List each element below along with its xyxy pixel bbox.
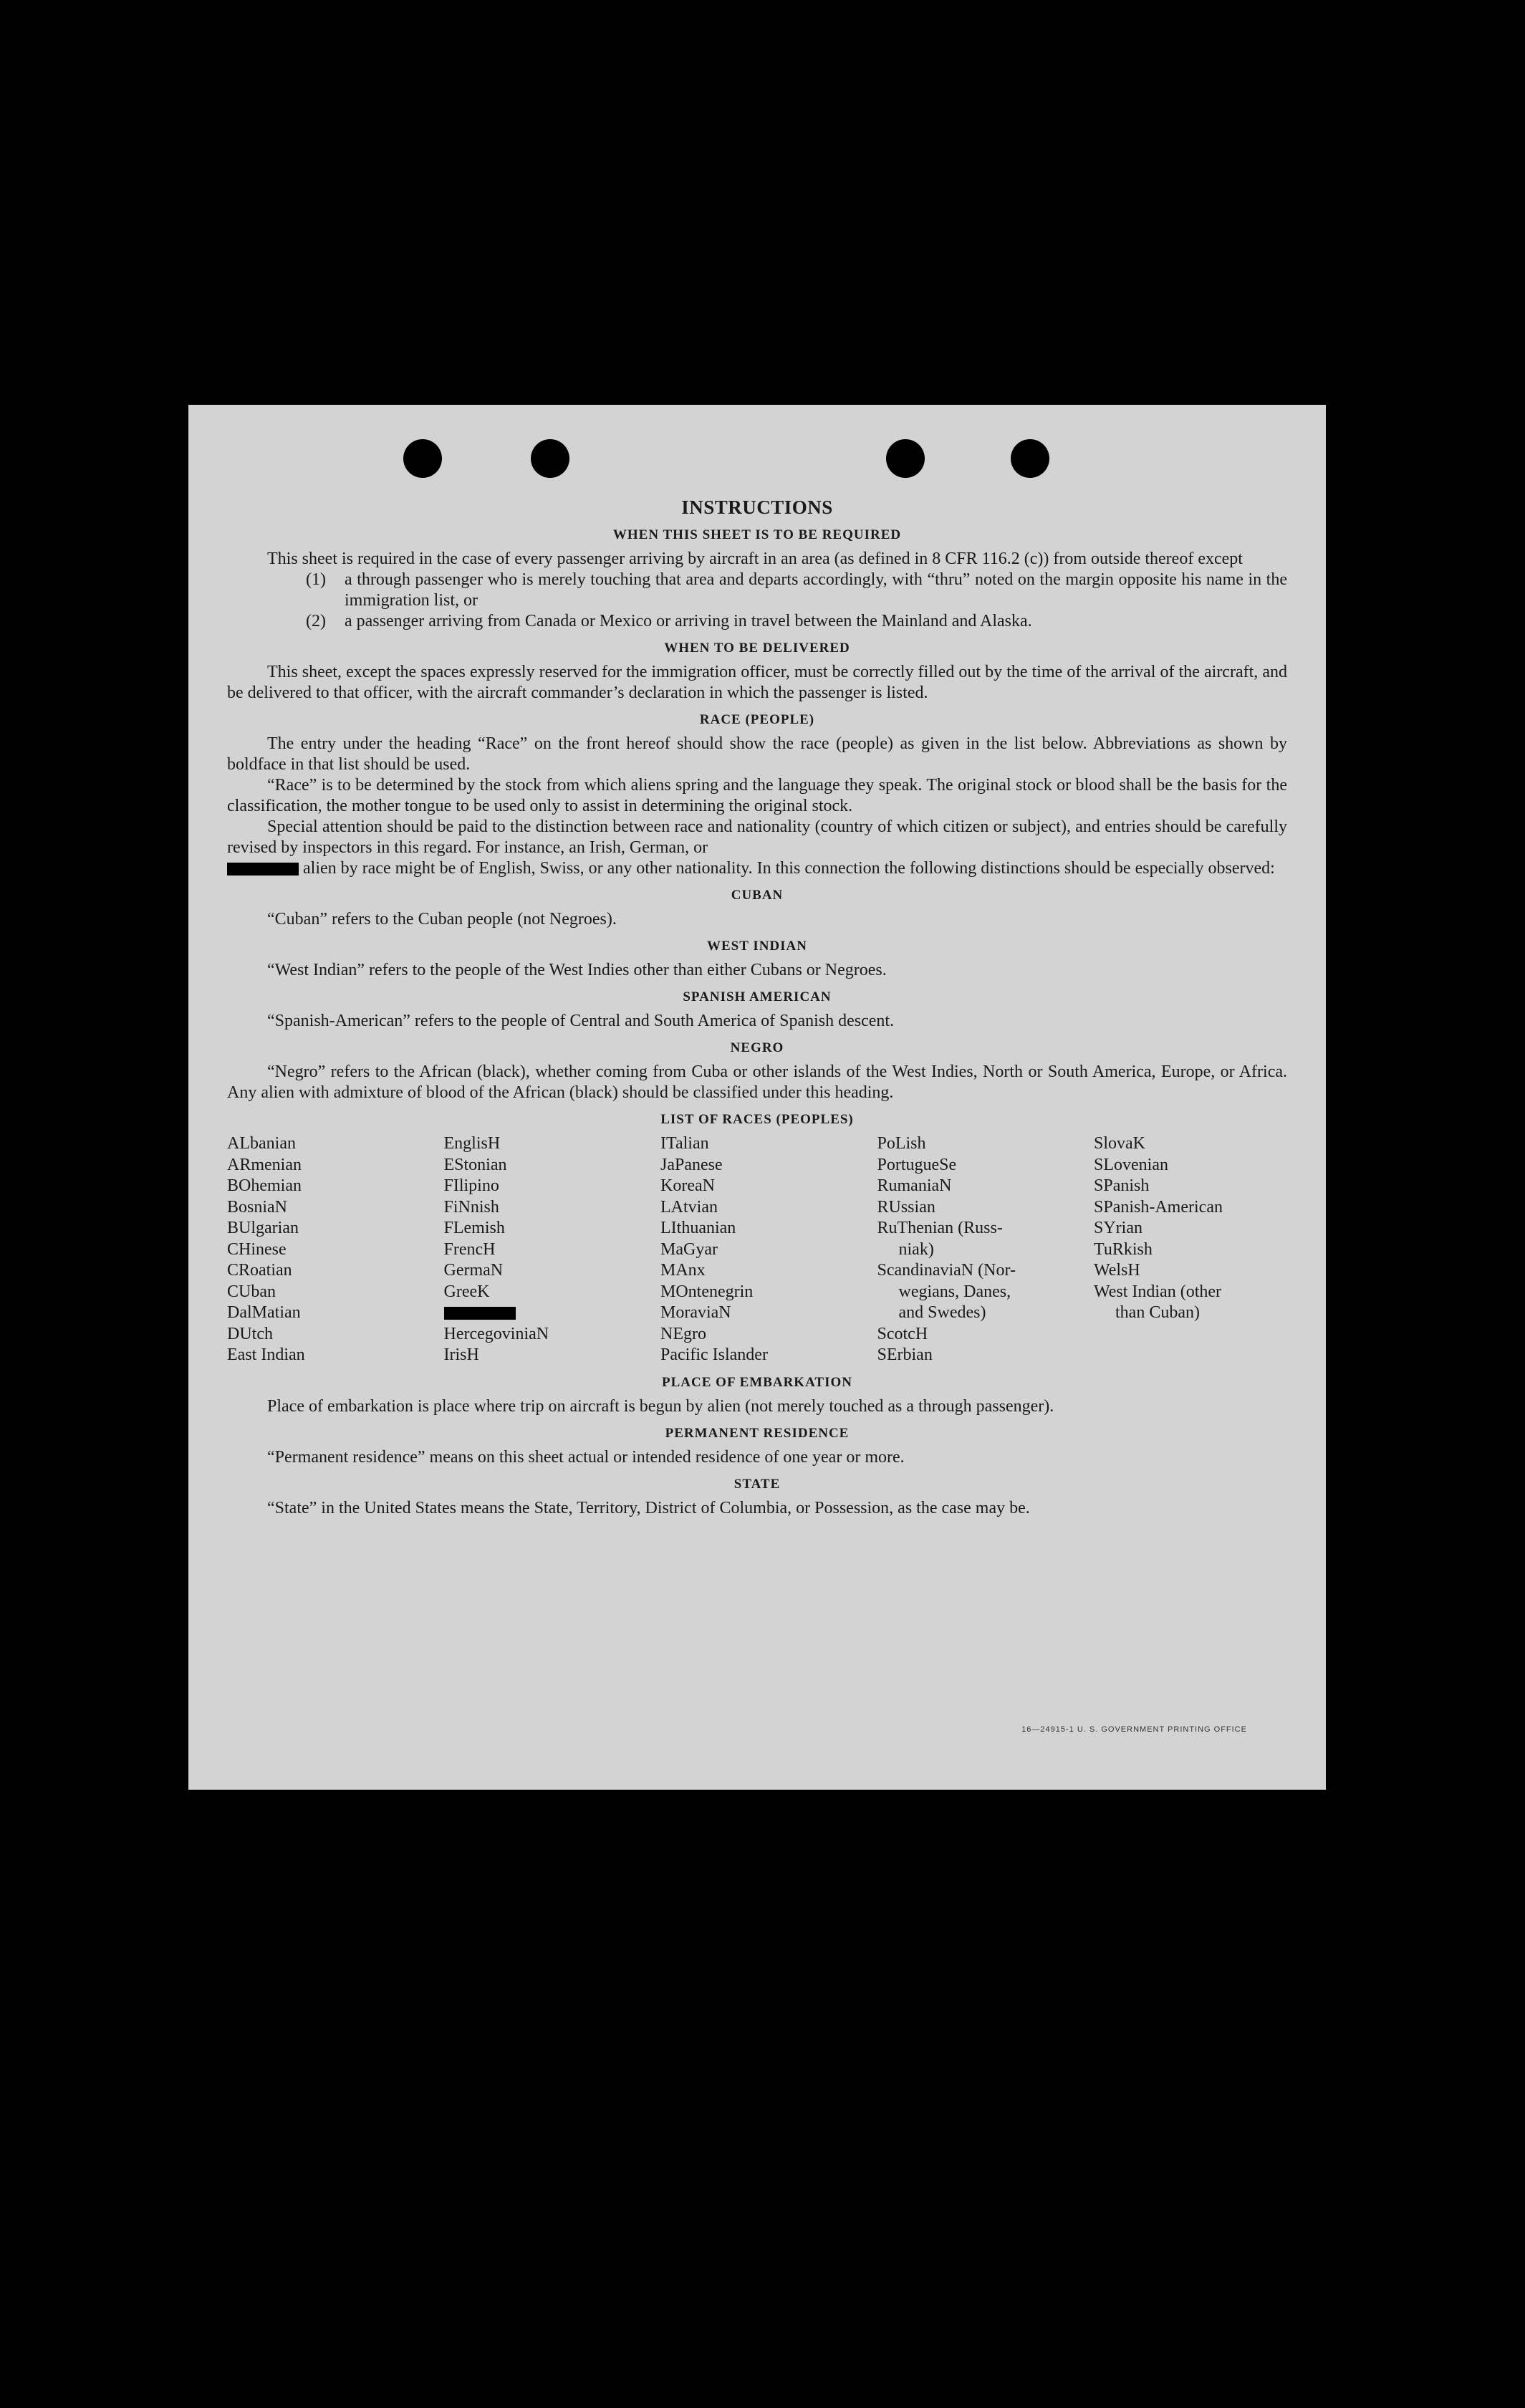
races-column (877, 1133, 1071, 1366)
race-entry: West Indian (other (1094, 1282, 1222, 1301)
races-column (444, 1133, 638, 1366)
race-entry: FrencH (443, 1239, 496, 1259)
residence-text: “Permanent residence” means on this sheet actual or intended residence of one year or more. (267, 1447, 905, 1467)
heading-west-indian: WEST INDIAN (707, 939, 807, 954)
race-entry: SPanish (1094, 1176, 1150, 1195)
race-entry: BosniaN (227, 1197, 287, 1217)
heading-spanish-american: SPANISH AMERICAN (683, 989, 832, 1004)
race-entry: niak) (898, 1239, 934, 1259)
race-entry: ScotcH (877, 1324, 928, 1343)
race-entry: East Indian (227, 1345, 305, 1364)
race-entry: SlovaK (1094, 1134, 1145, 1153)
race-entry: and Swedes) (898, 1303, 986, 1322)
race-entry: NEgro (660, 1324, 706, 1343)
race-entry: CRoatian (227, 1261, 292, 1280)
printing-office-code: 16—24915-1 U. S. GOVERNMENT PRINTING OFFICE (1021, 1725, 1247, 1734)
race-entry-redacted (444, 1303, 638, 1324)
race-entry: FiNnish (443, 1197, 499, 1217)
west-indian-text: “West Indian” refers to the people of the West Indies other than either Cubans or Negroes. (267, 961, 887, 979)
race-entry: PortugueSe (877, 1155, 957, 1174)
state-text: “State” in the United States means the State, Territory, District of Columbia, or Possession, as the case may be. (267, 1498, 1030, 1517)
race-entry: KoreaN (660, 1176, 715, 1195)
race-paragraph-3a: Special attention should be paid to the distinction between race and nationality (country of which citizen or subject), and entries should be carefully revised by inspectors in this regard. For instance, an Irish, German, or (227, 817, 1287, 857)
redaction-mark (444, 1307, 516, 1320)
race-paragraph-3b-text: alien by race might be of English, Swiss, or any other nationality. In this connection the following distinctions should be especially observed: (303, 859, 1275, 878)
race-entry: FIlipino (443, 1176, 499, 1195)
race-paragraph-3b (227, 858, 1287, 879)
item-number: (1) (306, 570, 326, 589)
race-entry: DUtch (227, 1324, 273, 1343)
punch-hole (886, 439, 925, 478)
race-entry: TuRkish (1094, 1239, 1153, 1259)
race-entry: MaGyar (660, 1239, 718, 1259)
race-entry: EnglisH (443, 1134, 501, 1153)
heading-races-list: LIST OF RACES (PEOPLES) (660, 1112, 854, 1127)
races-column (660, 1133, 854, 1366)
race-entry: ITalian (660, 1134, 709, 1153)
race-entry: MoraviaN (660, 1303, 731, 1322)
heading-embarkation: PLACE OF EMBARKATION (662, 1374, 852, 1390)
heading-required: WHEN THIS SHEET IS TO BE REQUIRED (612, 527, 902, 542)
heading-race: RACE (PEOPLE) (699, 712, 815, 727)
heading-cuban: CUBAN (731, 888, 784, 903)
cuban-text: “Cuban” refers to the Cuban people (not Negroes). (267, 910, 617, 929)
item-text: a through passenger who is merely touching that area and departs accordingly, with “thru” noted on the margin opposite his name in the immigration list, or (345, 570, 1287, 610)
race-entry: SYrian (1094, 1219, 1142, 1237)
heading-residence: PERMANENT RESIDENCE (665, 1425, 850, 1441)
heading-delivered: WHEN TO BE DELIVERED (664, 641, 850, 656)
races-column (1094, 1133, 1287, 1366)
races-column (227, 1133, 420, 1366)
race-entry: MOntenegrin (660, 1282, 754, 1301)
race-entry: MAnx (660, 1261, 706, 1280)
race-entry: than Cuban) (1115, 1303, 1200, 1322)
page-title: INSTRUCTIONS (681, 497, 833, 518)
heading-negro: NEGRO (730, 1040, 784, 1055)
punch-hole (1011, 439, 1049, 478)
race-entry: HercegoviniaN (443, 1324, 549, 1343)
race-entry: ScandinaviaN (Nor- (877, 1261, 1016, 1280)
punch-hole (403, 439, 442, 478)
required-item (306, 570, 1287, 611)
item-number: (2) (306, 612, 326, 630)
required-item (306, 611, 1287, 632)
race-paragraph-2: “Race” is to be determined by the stock from which aliens spring and the language they speak. The original stock or blood shall be the basis for the classification, the mother tongue to be used only to assist in determining the original stock. (227, 776, 1287, 815)
race-entry: BOhemian (227, 1176, 302, 1195)
race-entry: EStonian (443, 1155, 507, 1174)
race-entry: LIthuanian (660, 1219, 736, 1237)
race-entry: SPanish-American (1094, 1197, 1223, 1217)
race-paragraph-1: The entry under the heading “Race” on the front hereof should show the race (people) as given in the list below. Abbreviations as shown by boldface in that list should be used. (227, 734, 1287, 774)
punch-hole (531, 439, 569, 478)
negro-text: “Negro” refers to the African (black), whether coming from Cuba or other islands of the West Indies, North or South America, Europe, or Africa. Any alien with admixture of blood of the African (black) should be classified under this heading. (227, 1063, 1287, 1102)
races-list (227, 1133, 1287, 1366)
race-entry: GreeK (443, 1282, 490, 1301)
race-entry: RumaniaN (877, 1176, 952, 1195)
redaction-mark (227, 863, 299, 876)
race-entry: SErbian (877, 1345, 933, 1364)
race-entry: SLovenian (1094, 1155, 1168, 1174)
item-text: a passenger arriving from Canada or Mexico or arriving in travel between the Mainland and Alaska. (345, 612, 1032, 630)
race-entry: ALbanian (227, 1134, 296, 1153)
race-entry: Pacific Islander (660, 1345, 768, 1364)
spanish-american-text: “Spanish-American” refers to the people of Central and South America of Spanish descent. (267, 1012, 895, 1030)
race-entry: BUlgarian (227, 1219, 299, 1237)
race-entry: CUban (227, 1282, 276, 1301)
race-entry: WelsH (1094, 1261, 1140, 1280)
race-entry: CHinese (227, 1239, 287, 1259)
race-entry: JaPanese (660, 1155, 723, 1174)
required-intro: This sheet is required in the case of every passenger arriving by aircraft in an area (as defined in 8 CFR 116.2 (c)) from outside thereof except (267, 550, 1243, 568)
race-entry: GermaN (443, 1261, 504, 1280)
race-entry: RUssian (877, 1197, 935, 1217)
race-entry: RuThenian (Russ- (877, 1219, 1003, 1237)
document-content (227, 497, 1287, 1519)
race-entry: ARmenian (227, 1155, 302, 1174)
race-entry: DalMatian (227, 1303, 301, 1322)
embarkation-text: Place of embarkation is place where trip on aircraft is begun by alien (not merely touched as a through passenger). (267, 1396, 1054, 1416)
heading-state: STATE (733, 1476, 781, 1492)
race-entry: LAtvian (660, 1197, 718, 1217)
race-entry: IrisH (443, 1345, 479, 1364)
race-entry: wegians, Danes, (898, 1282, 1011, 1301)
delivered-text: This sheet, except the spaces expressly reserved for the immigration officer, must be correctly filled out by the time of the arrival of the aircraft, and be delivered to that officer, with the aircraft commander’s declaration in which the passenger is listed. (227, 663, 1287, 702)
race-entry: PoLish (877, 1134, 926, 1153)
race-entry: FLemish (443, 1219, 505, 1237)
document-sheet (188, 405, 1326, 1790)
